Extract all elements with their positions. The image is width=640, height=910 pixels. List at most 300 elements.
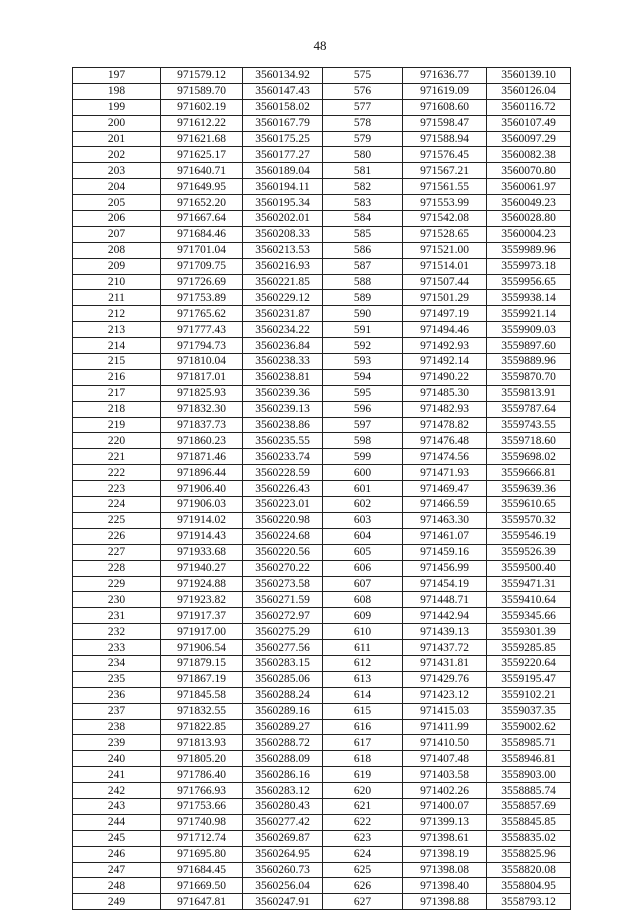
y-coordinate-right: 3558903.00 xyxy=(487,767,571,783)
point-number-left: 234 xyxy=(73,655,161,671)
y-coordinate-right: 3560139.10 xyxy=(487,68,571,84)
x-coordinate-right: 971459.16 xyxy=(403,544,487,560)
x-coordinate-left: 971906.03 xyxy=(161,497,243,513)
x-coordinate-right: 971442.94 xyxy=(403,608,487,624)
point-number-right: 617 xyxy=(323,735,403,751)
point-number-right: 588 xyxy=(323,274,403,290)
y-coordinate-right: 3559526.39 xyxy=(487,544,571,560)
x-coordinate-right: 971398.19 xyxy=(403,846,487,862)
point-number-left: 226 xyxy=(73,528,161,544)
x-coordinate-left: 971589.70 xyxy=(161,83,243,99)
point-number-right: 596 xyxy=(323,401,403,417)
table-row xyxy=(73,338,571,354)
x-coordinate-right: 971485.30 xyxy=(403,385,487,401)
y-coordinate-left: 3560238.86 xyxy=(243,417,323,433)
table-row xyxy=(73,274,571,290)
x-coordinate-left: 971640.71 xyxy=(161,163,243,179)
y-coordinate-left: 3560260.73 xyxy=(243,862,323,878)
point-number-right: 575 xyxy=(323,68,403,84)
table-row xyxy=(73,592,571,608)
x-coordinate-right: 971492.93 xyxy=(403,338,487,354)
point-number-right: 619 xyxy=(323,767,403,783)
point-number-left: 216 xyxy=(73,369,161,385)
point-number-right: 597 xyxy=(323,417,403,433)
y-coordinate-left: 3560283.12 xyxy=(243,783,323,799)
y-coordinate-left: 3560228.59 xyxy=(243,465,323,481)
y-coordinate-right: 3559345.66 xyxy=(487,608,571,624)
point-number-left: 212 xyxy=(73,306,161,322)
table-row xyxy=(73,306,571,322)
table-row xyxy=(73,369,571,385)
x-coordinate-right: 971507.44 xyxy=(403,274,487,290)
y-coordinate-right: 3559813.91 xyxy=(487,385,571,401)
x-coordinate-right: 971501.29 xyxy=(403,290,487,306)
y-coordinate-right: 3558820.08 xyxy=(487,862,571,878)
coordinates-table-body xyxy=(73,68,571,910)
point-number-right: 620 xyxy=(323,783,403,799)
y-coordinate-left: 3560195.34 xyxy=(243,195,323,211)
point-number-right: 582 xyxy=(323,179,403,195)
x-coordinate-right: 971398.40 xyxy=(403,878,487,894)
y-coordinate-right: 3559921.14 xyxy=(487,306,571,322)
point-number-right: 602 xyxy=(323,497,403,513)
table-row xyxy=(73,703,571,719)
point-number-right: 613 xyxy=(323,671,403,687)
point-number-left: 202 xyxy=(73,147,161,163)
x-coordinate-left: 971933.68 xyxy=(161,544,243,560)
point-number-left: 211 xyxy=(73,290,161,306)
table-row xyxy=(73,131,571,147)
x-coordinate-left: 971625.17 xyxy=(161,147,243,163)
y-coordinate-left: 3560175.25 xyxy=(243,131,323,147)
y-coordinate-right: 3559743.55 xyxy=(487,417,571,433)
point-number-left: 249 xyxy=(73,894,161,910)
y-coordinate-left: 3560231.87 xyxy=(243,306,323,322)
table-row xyxy=(73,385,571,401)
x-coordinate-right: 971437.72 xyxy=(403,640,487,656)
y-coordinate-right: 3559718.60 xyxy=(487,433,571,449)
y-coordinate-left: 3560189.04 xyxy=(243,163,323,179)
y-coordinate-left: 3560270.22 xyxy=(243,560,323,576)
point-number-left: 227 xyxy=(73,544,161,560)
x-coordinate-right: 971490.22 xyxy=(403,369,487,385)
table-row xyxy=(73,449,571,465)
y-coordinate-left: 3560202.01 xyxy=(243,211,323,227)
y-coordinate-left: 3560238.81 xyxy=(243,369,323,385)
point-number-right: 605 xyxy=(323,544,403,560)
y-coordinate-left: 3560285.06 xyxy=(243,671,323,687)
point-number-right: 584 xyxy=(323,211,403,227)
x-coordinate-left: 971753.89 xyxy=(161,290,243,306)
y-coordinate-left: 3560247.91 xyxy=(243,894,323,910)
x-coordinate-left: 971753.66 xyxy=(161,798,243,814)
point-number-left: 243 xyxy=(73,798,161,814)
x-coordinate-left: 971765.62 xyxy=(161,306,243,322)
y-coordinate-right: 3559889.96 xyxy=(487,354,571,370)
y-coordinate-left: 3560239.13 xyxy=(243,401,323,417)
y-coordinate-right: 3560004.23 xyxy=(487,226,571,242)
x-coordinate-left: 971914.43 xyxy=(161,528,243,544)
y-coordinate-right: 3560126.04 xyxy=(487,83,571,99)
point-number-right: 583 xyxy=(323,195,403,211)
point-number-right: 621 xyxy=(323,798,403,814)
point-number-right: 618 xyxy=(323,751,403,767)
table-row xyxy=(73,211,571,227)
y-coordinate-right: 3558985.71 xyxy=(487,735,571,751)
x-coordinate-right: 971398.88 xyxy=(403,894,487,910)
point-number-left: 218 xyxy=(73,401,161,417)
point-number-left: 201 xyxy=(73,131,161,147)
table-row xyxy=(73,465,571,481)
y-coordinate-left: 3560220.98 xyxy=(243,512,323,528)
table-row xyxy=(73,576,571,592)
x-coordinate-right: 971398.08 xyxy=(403,862,487,878)
point-number-right: 577 xyxy=(323,99,403,115)
point-number-right: 607 xyxy=(323,576,403,592)
y-coordinate-right: 3559787.64 xyxy=(487,401,571,417)
point-number-right: 585 xyxy=(323,226,403,242)
table-row xyxy=(73,830,571,846)
table-row xyxy=(73,814,571,830)
y-coordinate-left: 3560208.33 xyxy=(243,226,323,242)
point-number-left: 241 xyxy=(73,767,161,783)
y-coordinate-left: 3560277.42 xyxy=(243,814,323,830)
x-coordinate-right: 971439.13 xyxy=(403,624,487,640)
y-coordinate-right: 3558857.69 xyxy=(487,798,571,814)
point-number-left: 240 xyxy=(73,751,161,767)
y-coordinate-right: 3558793.12 xyxy=(487,894,571,910)
coordinates-table xyxy=(72,67,571,910)
y-coordinate-left: 3560289.27 xyxy=(243,719,323,735)
x-coordinate-left: 971822.85 xyxy=(161,719,243,735)
point-number-left: 206 xyxy=(73,211,161,227)
point-number-left: 233 xyxy=(73,640,161,656)
point-number-left: 229 xyxy=(73,576,161,592)
y-coordinate-left: 3560220.56 xyxy=(243,544,323,560)
table-row xyxy=(73,767,571,783)
page-number: 48 xyxy=(313,38,327,53)
point-number-left: 235 xyxy=(73,671,161,687)
x-coordinate-right: 971429.76 xyxy=(403,671,487,687)
point-number-left: 214 xyxy=(73,338,161,354)
point-number-left: 238 xyxy=(73,719,161,735)
x-coordinate-right: 971454.19 xyxy=(403,576,487,592)
point-number-left: 236 xyxy=(73,687,161,703)
point-number-left: 221 xyxy=(73,449,161,465)
y-coordinate-right: 3559698.02 xyxy=(487,449,571,465)
y-coordinate-right: 3559002.62 xyxy=(487,719,571,735)
y-coordinate-right: 3560082.38 xyxy=(487,147,571,163)
point-number-left: 247 xyxy=(73,862,161,878)
x-coordinate-left: 971914.02 xyxy=(161,512,243,528)
point-number-right: 614 xyxy=(323,687,403,703)
y-coordinate-left: 3560288.24 xyxy=(243,687,323,703)
x-coordinate-left: 971860.23 xyxy=(161,433,243,449)
x-coordinate-right: 971448.71 xyxy=(403,592,487,608)
point-number-left: 200 xyxy=(73,115,161,131)
y-coordinate-right: 3559546.19 xyxy=(487,528,571,544)
point-number-right: 578 xyxy=(323,115,403,131)
y-coordinate-right: 3560070.80 xyxy=(487,163,571,179)
point-number-left: 245 xyxy=(73,830,161,846)
y-coordinate-right: 3559410.64 xyxy=(487,592,571,608)
table-row xyxy=(73,115,571,131)
y-coordinate-right: 3558946.81 xyxy=(487,751,571,767)
point-number-right: 610 xyxy=(323,624,403,640)
x-coordinate-left: 971602.19 xyxy=(161,99,243,115)
x-coordinate-left: 971810.04 xyxy=(161,354,243,370)
table-row xyxy=(73,687,571,703)
y-coordinate-left: 3560288.09 xyxy=(243,751,323,767)
point-number-left: 199 xyxy=(73,99,161,115)
y-coordinate-left: 3560216.93 xyxy=(243,258,323,274)
y-coordinate-left: 3560273.58 xyxy=(243,576,323,592)
table-row xyxy=(73,163,571,179)
y-coordinate-left: 3560264.95 xyxy=(243,846,323,862)
x-coordinate-right: 971521.00 xyxy=(403,242,487,258)
point-number-left: 246 xyxy=(73,846,161,862)
x-coordinate-left: 971794.73 xyxy=(161,338,243,354)
y-coordinate-left: 3560194.11 xyxy=(243,179,323,195)
point-number-left: 248 xyxy=(73,878,161,894)
y-coordinate-right: 3559301.39 xyxy=(487,624,571,640)
point-number-left: 207 xyxy=(73,226,161,242)
x-coordinate-right: 971497.19 xyxy=(403,306,487,322)
point-number-left: 220 xyxy=(73,433,161,449)
x-coordinate-left: 971813.93 xyxy=(161,735,243,751)
point-number-left: 224 xyxy=(73,497,161,513)
x-coordinate-right: 971471.93 xyxy=(403,465,487,481)
y-coordinate-left: 3560269.87 xyxy=(243,830,323,846)
y-coordinate-right: 3559956.65 xyxy=(487,274,571,290)
table-row xyxy=(73,751,571,767)
point-number-left: 217 xyxy=(73,385,161,401)
x-coordinate-right: 971576.45 xyxy=(403,147,487,163)
table-row xyxy=(73,735,571,751)
y-coordinate-right: 3558885.74 xyxy=(487,783,571,799)
y-coordinate-left: 3560275.29 xyxy=(243,624,323,640)
x-coordinate-left: 971669.50 xyxy=(161,878,243,894)
x-coordinate-right: 971474.56 xyxy=(403,449,487,465)
table-row xyxy=(73,608,571,624)
y-coordinate-right: 3560028.80 xyxy=(487,211,571,227)
y-coordinate-left: 3560236.84 xyxy=(243,338,323,354)
x-coordinate-left: 971647.81 xyxy=(161,894,243,910)
x-coordinate-left: 971777.43 xyxy=(161,322,243,338)
x-coordinate-right: 971402.26 xyxy=(403,783,487,799)
point-number-right: 624 xyxy=(323,846,403,862)
y-coordinate-right: 3559471.31 xyxy=(487,576,571,592)
x-coordinate-right: 971461.07 xyxy=(403,528,487,544)
y-coordinate-right: 3559973.18 xyxy=(487,258,571,274)
x-coordinate-left: 971712.74 xyxy=(161,830,243,846)
point-number-right: 595 xyxy=(323,385,403,401)
x-coordinate-left: 971906.54 xyxy=(161,640,243,656)
x-coordinate-right: 971588.94 xyxy=(403,131,487,147)
x-coordinate-left: 971649.95 xyxy=(161,179,243,195)
point-number-left: 232 xyxy=(73,624,161,640)
point-number-left: 210 xyxy=(73,274,161,290)
y-coordinate-right: 3560097.29 xyxy=(487,131,571,147)
table-row xyxy=(73,512,571,528)
x-coordinate-left: 971832.30 xyxy=(161,401,243,417)
point-number-right: 604 xyxy=(323,528,403,544)
y-coordinate-right: 3558825.96 xyxy=(487,846,571,862)
x-coordinate-left: 971940.27 xyxy=(161,560,243,576)
x-coordinate-right: 971476.48 xyxy=(403,433,487,449)
point-number-left: 204 xyxy=(73,179,161,195)
table-row xyxy=(73,68,571,84)
point-number-right: 600 xyxy=(323,465,403,481)
point-number-left: 209 xyxy=(73,258,161,274)
table-row xyxy=(73,258,571,274)
y-coordinate-right: 3559938.14 xyxy=(487,290,571,306)
point-number-left: 215 xyxy=(73,354,161,370)
x-coordinate-right: 971567.21 xyxy=(403,163,487,179)
y-coordinate-right: 3558804.95 xyxy=(487,878,571,894)
point-number-right: 592 xyxy=(323,338,403,354)
point-number-right: 586 xyxy=(323,242,403,258)
table-row xyxy=(73,417,571,433)
point-number-left: 239 xyxy=(73,735,161,751)
x-coordinate-right: 971482.93 xyxy=(403,401,487,417)
x-coordinate-left: 971652.20 xyxy=(161,195,243,211)
x-coordinate-right: 971514.01 xyxy=(403,258,487,274)
table-row xyxy=(73,433,571,449)
x-coordinate-left: 971923.82 xyxy=(161,592,243,608)
table-row xyxy=(73,147,571,163)
x-coordinate-left: 971621.68 xyxy=(161,131,243,147)
y-coordinate-left: 3560286.16 xyxy=(243,767,323,783)
y-coordinate-left: 3560221.85 xyxy=(243,274,323,290)
table-row xyxy=(73,640,571,656)
point-number-right: 598 xyxy=(323,433,403,449)
point-number-left: 231 xyxy=(73,608,161,624)
y-coordinate-right: 3559102.21 xyxy=(487,687,571,703)
y-coordinate-left: 3560177.27 xyxy=(243,147,323,163)
y-coordinate-right: 3559570.32 xyxy=(487,512,571,528)
table-row xyxy=(73,242,571,258)
y-coordinate-left: 3560271.59 xyxy=(243,592,323,608)
point-number-right: 579 xyxy=(323,131,403,147)
x-coordinate-right: 971463.30 xyxy=(403,512,487,528)
x-coordinate-left: 971579.12 xyxy=(161,68,243,84)
point-number-right: 594 xyxy=(323,369,403,385)
y-coordinate-left: 3560234.22 xyxy=(243,322,323,338)
x-coordinate-right: 971403.58 xyxy=(403,767,487,783)
x-coordinate-right: 971407.48 xyxy=(403,751,487,767)
table-row xyxy=(73,290,571,306)
y-coordinate-left: 3560238.33 xyxy=(243,354,323,370)
table-row xyxy=(73,99,571,115)
point-number-right: 601 xyxy=(323,481,403,497)
x-coordinate-left: 971709.75 xyxy=(161,258,243,274)
y-coordinate-left: 3560158.02 xyxy=(243,99,323,115)
x-coordinate-right: 971608.60 xyxy=(403,99,487,115)
y-coordinate-right: 3559870.70 xyxy=(487,369,571,385)
table-row xyxy=(73,497,571,513)
x-coordinate-left: 971896.44 xyxy=(161,465,243,481)
table-row xyxy=(73,354,571,370)
point-number-right: 611 xyxy=(323,640,403,656)
y-coordinate-left: 3560256.04 xyxy=(243,878,323,894)
x-coordinate-left: 971766.93 xyxy=(161,783,243,799)
y-coordinate-left: 3560288.72 xyxy=(243,735,323,751)
point-number-right: 626 xyxy=(323,878,403,894)
y-coordinate-left: 3560223.01 xyxy=(243,497,323,513)
y-coordinate-left: 3560213.53 xyxy=(243,242,323,258)
point-number-left: 223 xyxy=(73,481,161,497)
x-coordinate-left: 971867.19 xyxy=(161,671,243,687)
x-coordinate-left: 971695.80 xyxy=(161,846,243,862)
point-number-right: 606 xyxy=(323,560,403,576)
y-coordinate-right: 3560049.23 xyxy=(487,195,571,211)
y-coordinate-left: 3560283.15 xyxy=(243,655,323,671)
point-number-right: 622 xyxy=(323,814,403,830)
point-number-right: 623 xyxy=(323,830,403,846)
y-coordinate-right: 3559285.85 xyxy=(487,640,571,656)
y-coordinate-left: 3560134.92 xyxy=(243,68,323,84)
x-coordinate-left: 971684.46 xyxy=(161,226,243,242)
table-row xyxy=(73,671,571,687)
y-coordinate-right: 3558835.02 xyxy=(487,830,571,846)
point-number-right: 580 xyxy=(323,147,403,163)
x-coordinate-left: 971667.64 xyxy=(161,211,243,227)
point-number-left: 222 xyxy=(73,465,161,481)
table-row xyxy=(73,878,571,894)
x-coordinate-left: 971924.88 xyxy=(161,576,243,592)
point-number-left: 198 xyxy=(73,83,161,99)
x-coordinate-left: 971612.22 xyxy=(161,115,243,131)
table-row xyxy=(73,846,571,862)
point-number-right: 581 xyxy=(323,163,403,179)
x-coordinate-right: 971619.09 xyxy=(403,83,487,99)
y-coordinate-left: 3560167.79 xyxy=(243,115,323,131)
table-row xyxy=(73,783,571,799)
table-row xyxy=(73,83,571,99)
point-number-right: 627 xyxy=(323,894,403,910)
y-coordinate-left: 3560233.74 xyxy=(243,449,323,465)
x-coordinate-right: 971398.61 xyxy=(403,830,487,846)
table-row xyxy=(73,195,571,211)
y-coordinate-right: 3559989.96 xyxy=(487,242,571,258)
x-coordinate-left: 971917.37 xyxy=(161,608,243,624)
x-coordinate-right: 971542.08 xyxy=(403,211,487,227)
table-row xyxy=(73,226,571,242)
x-coordinate-left: 971837.73 xyxy=(161,417,243,433)
x-coordinate-left: 971917.00 xyxy=(161,624,243,640)
table-row xyxy=(73,528,571,544)
point-number-left: 205 xyxy=(73,195,161,211)
y-coordinate-left: 3560280.43 xyxy=(243,798,323,814)
point-number-left: 230 xyxy=(73,592,161,608)
y-coordinate-right: 3559639.36 xyxy=(487,481,571,497)
point-number-left: 208 xyxy=(73,242,161,258)
y-coordinate-left: 3560277.56 xyxy=(243,640,323,656)
x-coordinate-right: 971561.55 xyxy=(403,179,487,195)
y-coordinate-left: 3560226.43 xyxy=(243,481,323,497)
x-coordinate-right: 971456.99 xyxy=(403,560,487,576)
table-row xyxy=(73,322,571,338)
table-row xyxy=(73,560,571,576)
x-coordinate-right: 971478.82 xyxy=(403,417,487,433)
point-number-right: 612 xyxy=(323,655,403,671)
point-number-right: 616 xyxy=(323,719,403,735)
point-number-right: 599 xyxy=(323,449,403,465)
y-coordinate-left: 3560239.36 xyxy=(243,385,323,401)
x-coordinate-right: 971528.65 xyxy=(403,226,487,242)
x-coordinate-right: 971399.13 xyxy=(403,814,487,830)
